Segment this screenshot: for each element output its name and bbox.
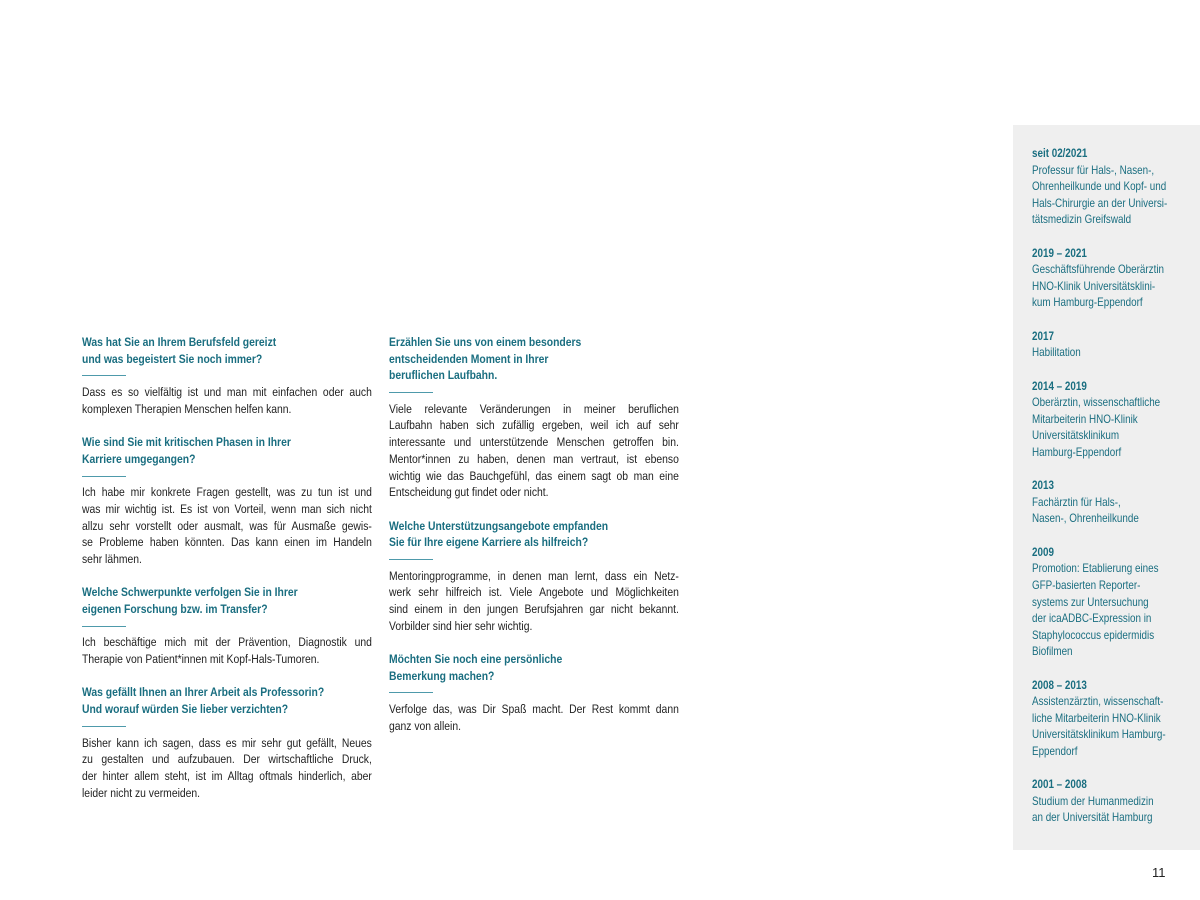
answer-line: der hinter allem steht, ist im Alltag oftmals hinderlich, aber <box>82 768 372 783</box>
divider <box>389 551 679 568</box>
cv-description-line: Hals-Chirurgie an der Universi- <box>1032 196 1168 210</box>
question-line: Möchten Sie noch eine persönliche <box>389 652 563 667</box>
cv-description-line: Professur für Hals-, Nasen-, <box>1032 163 1155 177</box>
question-line: und was begeistert Sie noch immer? <box>82 351 263 366</box>
interview-column-left <box>82 334 372 801</box>
divider <box>82 367 372 384</box>
question-line: Und worauf würden Sie lieber verzichten? <box>82 702 289 717</box>
cv-entry <box>1032 379 1192 479</box>
spacer <box>82 568 372 585</box>
cv-entry <box>1032 545 1192 678</box>
spacer <box>389 501 679 518</box>
cv-sidebar <box>1013 125 1200 850</box>
cv-entry <box>1032 777 1192 827</box>
divider <box>82 618 372 635</box>
cv-description-line: Assistenzärztin, wissenschaft- <box>1032 695 1164 709</box>
answer-line: Therapie von Patient*innen mit Kopf-Hals-Tumoren. <box>82 652 320 667</box>
qa-block <box>389 518 679 652</box>
question-line: Was gefällt Ihnen an Ihrer Arbeit als Professorin? <box>82 685 325 700</box>
cv-period: 2017 <box>1032 329 1054 343</box>
cv-description-line: GFP-basierten Reporter- <box>1032 578 1141 592</box>
answer-line: sind einem in den jungen Berufsjahren gar nicht bekannt. <box>389 602 679 616</box>
cv-description-line: Staphylococcus epidermidis <box>1032 628 1155 642</box>
cv-description-line: Eppendorf <box>1032 744 1078 758</box>
cv-entry <box>1032 329 1192 379</box>
answer-line: Dass es so vielfältig ist und man mit einfachen oder auch <box>82 385 372 400</box>
answer-line: wichtig wie das Bauchgefühl, das einem sagt ob man eine <box>389 468 679 483</box>
cv-period: 2001 – 2008 <box>1032 778 1087 792</box>
answer-line: Entscheidung gut findet oder nicht. <box>389 485 549 500</box>
answer-line: Mentor*innen zu haben, denen man vertraut, ist ebenso <box>389 451 679 466</box>
cv-description-line: tätsmedizin Greifswald <box>1032 213 1132 227</box>
cv-entry <box>1032 678 1192 778</box>
answer-line: was mir wichtig ist. Es ist von Vorteil, wenn man sich nicht <box>82 501 372 516</box>
question-line: Sie für Ihre eigene Karriere als hilfreich? <box>389 535 589 550</box>
answer-line: interessante und unterstützende Menschen getroffen bin. <box>389 435 679 450</box>
qa-block <box>389 651 679 734</box>
spacer <box>1032 761 1192 778</box>
question-line: Was hat Sie an Ihrem Berufsfeld gereizt <box>82 335 277 349</box>
cv-description-line: Nasen-, Ohrenheilkunde <box>1032 512 1139 526</box>
cv-entry <box>1032 246 1192 329</box>
answer-line: Mentoringprogramme, in denen man lernt, dass ein Netz- <box>389 568 679 583</box>
question-line: Welche Unterstützungsangebote empfanden <box>389 518 609 533</box>
question-line: Welche Schwerpunkte verfolgen Sie in Ihrer <box>82 585 298 600</box>
answer-line: zu gestalten und aufzubauen. Der wirtschaftliche Druck, <box>82 752 372 767</box>
qa-block <box>389 334 679 518</box>
qa-block <box>82 684 372 801</box>
cv-description-line: an der Universität Hamburg <box>1032 811 1153 825</box>
cv-period: 2019 – 2021 <box>1032 246 1087 260</box>
spacer <box>389 634 679 651</box>
answer-line: Laufbahn haben sich zufällig ergeben, weil ich auf sehr <box>389 418 679 433</box>
answer-line: allzu sehr vorstellt oder ausmalt, was für Ausmaße gewis- <box>82 518 372 533</box>
cv-description-line: Hamburg-Eppendorf <box>1032 445 1122 459</box>
cv-description-line: HNO-Klinik Universitätsklini- <box>1032 279 1156 293</box>
answer-line: Ich habe mir konkrete Fragen gestellt, was zu tun ist und <box>82 485 372 500</box>
interview-column-middle <box>389 334 679 735</box>
cv-description-line: Promotion: Etablierung eines <box>1032 562 1159 576</box>
cv-description-line: Mitarbeiterin HNO-Klinik <box>1032 412 1138 426</box>
qa-block <box>82 334 372 434</box>
cv-description-line: Ohrenheilkunde und Kopf- und <box>1032 180 1167 194</box>
cv-description-line: Fachärztin für Hals-, <box>1032 495 1121 509</box>
cv-timeline <box>1032 146 1192 827</box>
spacer <box>1032 528 1192 545</box>
answer-line: sehr lähmen. <box>82 551 142 566</box>
cv-description-line: systems zur Untersuchung <box>1032 595 1149 609</box>
question-line: Bemerkung machen? <box>389 668 495 683</box>
question-line: Erzählen Sie uns von einem besonders <box>389 335 582 349</box>
spacer <box>82 417 372 434</box>
question-line: Wie sind Sie mit kritischen Phasen in Ihrer <box>82 435 291 450</box>
divider <box>389 384 679 401</box>
answer-line: werk sehr hilfreich ist. Viele Angebote und Möglichkeiten <box>389 585 679 600</box>
answer-line: Bisher kann ich sagen, dass es mir sehr gut gefällt, Neues <box>82 735 372 750</box>
spacer <box>1032 462 1192 479</box>
cv-period: 2009 <box>1032 545 1054 559</box>
cv-description-line: Oberärztin, wissenschaftliche <box>1032 396 1161 410</box>
cv-description-line: Habilitation <box>1032 346 1081 360</box>
divider <box>389 684 679 701</box>
question-line: eigenen Forschung bzw. im Transfer? <box>82 602 268 616</box>
answer-line: Verfolge das, was Dir Spaß macht. Der Rest kommt dann <box>389 702 679 717</box>
spacer <box>82 668 372 685</box>
cv-description-line: Universitätsklinikum Hamburg- <box>1032 728 1166 742</box>
question-line: entscheidenden Moment in Ihrer <box>389 351 549 366</box>
qa-block <box>82 434 372 584</box>
cv-entry <box>1032 146 1192 246</box>
cv-entry <box>1032 478 1192 544</box>
cv-description-line: Biofilmen <box>1032 645 1073 659</box>
cv-description-line: Studium der Humanmedizin <box>1032 794 1154 808</box>
answer-line: Vorbilder sind hier sehr wichtig. <box>389 618 533 633</box>
answer-line: komplexen Therapien Menschen helfen kann. <box>82 401 292 416</box>
page-number: 11 <box>1152 865 1166 880</box>
cv-description-line: der icaADBC-Expression in <box>1032 612 1152 626</box>
cv-period: seit 02/2021 <box>1032 147 1088 160</box>
divider <box>82 718 372 735</box>
spacer <box>1032 229 1192 246</box>
cv-description-line: Geschäftsführende Oberärztin <box>1032 263 1165 277</box>
answer-line: leider nicht zu vermeiden. <box>82 785 201 800</box>
answer-line: Viele relevante Veränderungen in meiner beruflichen <box>389 401 679 416</box>
cv-description-line: Universitätsklinikum <box>1032 429 1120 443</box>
answer-line: se Probleme haben könnten. Das kann einen im Handeln <box>82 535 372 550</box>
answer-line: Ich beschäftige mich mit der Prävention, Diagnostik und <box>82 635 372 650</box>
cv-description-line: liche Mitarbeiterin HNO-Klinik <box>1032 711 1161 725</box>
qa-block <box>82 584 372 684</box>
spacer <box>1032 312 1192 329</box>
question-line: Karriere umgegangen? <box>82 451 196 466</box>
question-line: beruflichen Laufbahn. <box>389 368 498 383</box>
cv-period: 2013 <box>1032 479 1054 493</box>
spacer <box>1032 661 1192 678</box>
cv-description-line: kum Hamburg-Eppendorf <box>1032 296 1143 310</box>
cv-period: 2014 – 2019 <box>1032 379 1087 393</box>
divider <box>82 468 372 485</box>
spacer <box>1032 362 1192 379</box>
cv-period: 2008 – 2013 <box>1032 678 1087 692</box>
answer-line: ganz von allein. <box>389 718 461 733</box>
